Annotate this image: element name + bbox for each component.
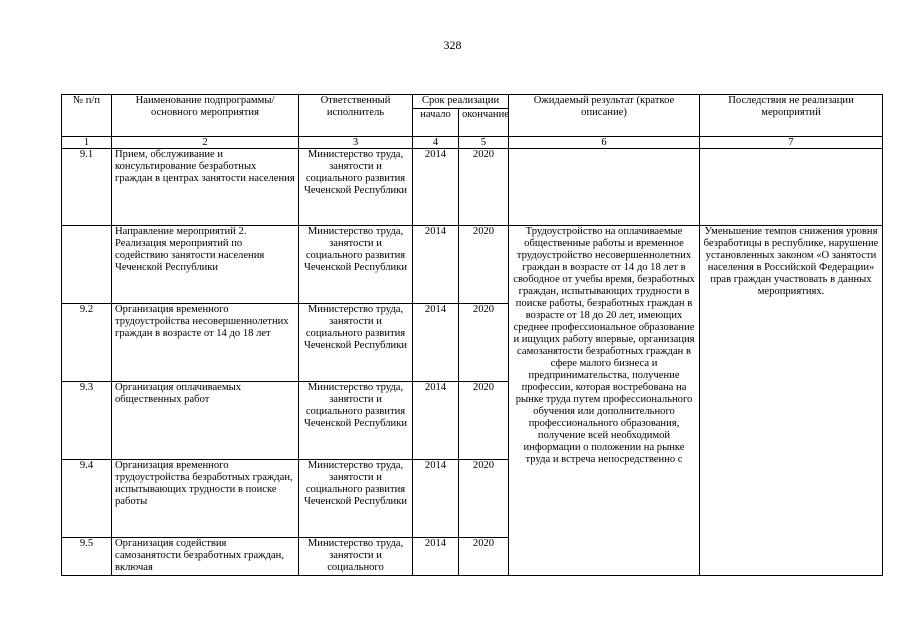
row-start: 2014 <box>413 382 459 460</box>
page-number: 328 <box>443 38 462 52</box>
row-executor: Министерство труда, занятости и социального развития Чеченской Республики <box>299 226 413 304</box>
row-consequences-empty <box>700 149 883 226</box>
row-executor: Министерство труда, занятости и социального развития Чеченской Республики <box>299 304 413 382</box>
row-end: 2020 <box>459 304 509 382</box>
row-start: 2014 <box>413 304 459 382</box>
header-start: начало <box>413 109 459 137</box>
row-name: Направление мероприятий 2. Реализация мероприятий по содействию занятости населения Чеченской Республики <box>112 226 299 304</box>
row-start: 2014 <box>413 226 459 304</box>
column-number: 5 <box>459 137 509 149</box>
row-executor: Министерство труда, занятости и социального развития Чеченской Республики <box>299 382 413 460</box>
header-term: Срок реализации <box>413 95 509 109</box>
row-num <box>62 226 112 304</box>
row-result-empty <box>509 149 700 226</box>
header-end: окончание <box>459 109 509 137</box>
row-name: Организация оплачиваемых общественных работ <box>112 382 299 460</box>
table-row <box>62 226 883 304</box>
non-implementation-consequences: Уменьшение темпов снижения уровня безработицы в республике, нарушение установленных законом «О занятости населения в Российской Федерации» прав граждан участвовать в данных мероприятиях. <box>700 226 883 576</box>
row-num: 9.3 <box>62 382 112 460</box>
row-num: 9.4 <box>62 460 112 538</box>
row-num: 9.2 <box>62 304 112 382</box>
header-consequences: Последствия не реализации мероприятий <box>700 95 883 137</box>
row-name: Организация временного трудоустройства несовершеннолетних граждан в возрасте от 14 до 18 лет <box>112 304 299 382</box>
program-table <box>61 94 883 576</box>
row-num: 9.5 <box>62 538 112 576</box>
header-num: № п/п <box>62 95 112 137</box>
header-result: Ожидаемый результат (краткое описание) <box>509 95 700 137</box>
row-start: 2014 <box>413 460 459 538</box>
header-name: Наименование подпрограммы/ основного мероприятия <box>112 95 299 137</box>
row-end: 2020 <box>459 460 509 538</box>
row-end: 2020 <box>459 226 509 304</box>
header-row <box>62 95 883 109</box>
row-end: 2020 <box>459 538 509 576</box>
row-start: 2014 <box>413 149 459 226</box>
row-executor: Министерство труда, занятости и социального развития Чеченской Республики <box>299 460 413 538</box>
row-num: 9.1 <box>62 149 112 226</box>
row-name: Организация содействия самозанятости безработных граждан, включая <box>112 538 299 576</box>
row-end: 2020 <box>459 382 509 460</box>
row-executor: Министерство труда, занятости и социального развития Чеченской Республики <box>299 149 413 226</box>
column-number: 2 <box>112 137 299 149</box>
row-start: 2014 <box>413 538 459 576</box>
header-executor: Ответственный исполнитель <box>299 95 413 137</box>
column-number: 6 <box>509 137 700 149</box>
row-name: Прием, обслуживание и консультирование безработных граждан в центрах занятости населения <box>112 149 299 226</box>
column-number: 1 <box>62 137 112 149</box>
row-end: 2020 <box>459 149 509 226</box>
expected-result: Трудоустройство на оплачиваемые общественные работы и временное трудоустройство несовершеннолетних граждан в возрасте от 14 до 18 лет в свободное от учебы время, безработных граждан, испытывающих трудности в поиске работы, безработных граждан в возрасте от 18 до 20 лет, имеющих среднее профессиональное образование и ищущих работу впервые, организация самозанятости безработных граждан в сфере малого бизнеса и предпринимательства, получение профессии, которая востребована на рынке труда путем профессионального обучения или дополнительного профессионального образования, получение всей необходимой информации о положении на рынке труда и встреча непосредственно с <box>509 226 700 576</box>
column-number: 7 <box>700 137 883 149</box>
column-number: 4 <box>413 137 459 149</box>
row-executor: Министерство труда, занятости и социального <box>299 538 413 576</box>
column-number: 3 <box>299 137 413 149</box>
row-name: Организация временного трудоустройства безработных граждан, испытывающих трудности в поиске работы <box>112 460 299 538</box>
table-row <box>62 149 883 226</box>
column-number-row <box>62 137 883 149</box>
